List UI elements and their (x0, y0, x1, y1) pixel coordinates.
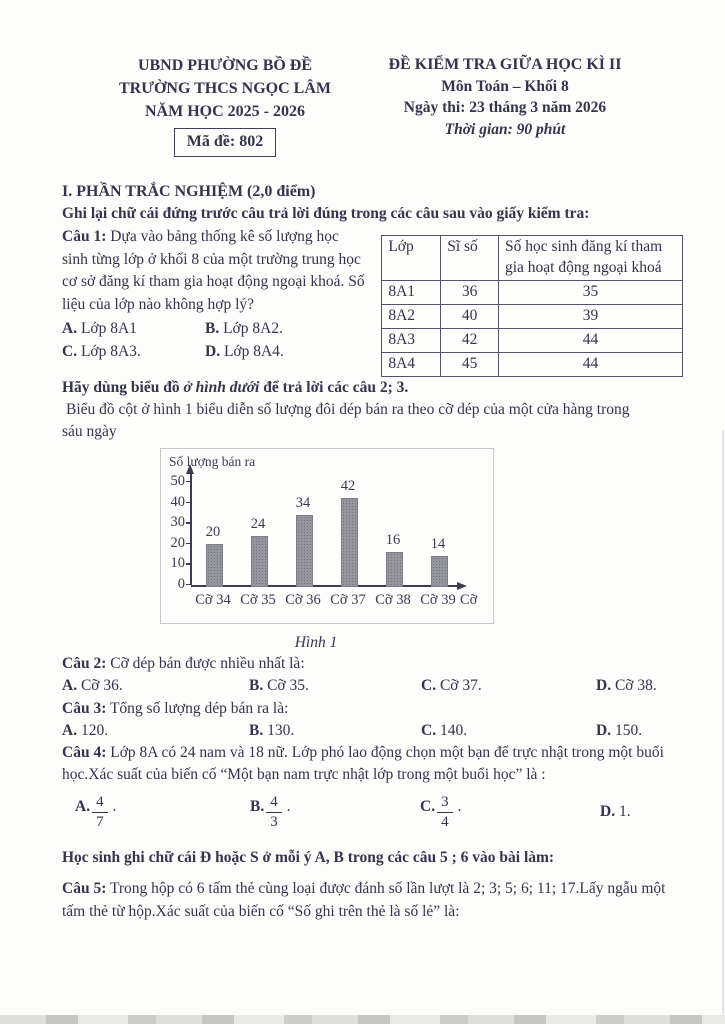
option-d: D. 150. (596, 721, 643, 739)
chart-instruction: Hãy dùng biểu đồ ở hình dưới để trả lời các câu 2; 3. (62, 379, 409, 396)
question-2-options (62, 675, 683, 698)
exam-date: Ngày thi: 23 tháng 3 năm 2026 (403, 99, 607, 116)
chart-bar (206, 544, 223, 587)
x-category-label: Cỡ 34 (195, 592, 231, 608)
option-d: D. Cỡ 38. (596, 677, 657, 694)
question-1 (62, 226, 368, 377)
question-3 (62, 698, 683, 720)
y-tick-label: 30 (170, 514, 185, 531)
bar-value-label: 24 (250, 515, 266, 532)
question-3-label: Câu 3: (62, 699, 107, 717)
option-b: B. 130. (249, 721, 295, 739)
header-school-name: TRƯỜNG THCS NGỌC LÂM (118, 80, 331, 97)
question-5-label: Câu 5: (62, 880, 107, 897)
y-tick-label: 0 (177, 576, 185, 592)
exam-duration: Thời gian: 90 phút (444, 120, 566, 138)
option-b: B. $\frac{4}{3}$ . (250, 794, 291, 830)
question-1-options (62, 318, 368, 363)
x-category-label: Cỡ 37 (330, 592, 366, 608)
section-1-title: I. PHẦN TRẮC NGHIỆM (2,0 điểm) (62, 183, 316, 200)
y-tick-label: 40 (170, 493, 185, 510)
x-category-label: Cỡ 35 (240, 592, 276, 608)
question-1-text (62, 228, 365, 313)
section-1-instruction: Ghi lại chữ cái đứng trước câu trả lời đúng trong các câu sau vào giấy kiểm tra: (62, 205, 590, 222)
col-header-registered: Số học sinh đăng kí tham gia hoạt động ngoại khoá (498, 236, 682, 281)
option-a: A. 120. (62, 721, 109, 739)
chart-y-axis-label: Số lượng bán ra (169, 454, 256, 469)
chart-description-line2: sáu ngày (62, 423, 117, 440)
fraction: $\frac{3}{4}$ (437, 794, 453, 829)
scan-bottom-artifact (0, 1015, 725, 1024)
table-header-row (382, 236, 683, 281)
question-2 (62, 653, 683, 675)
option-a: A. Lớp 8A1 (62, 320, 137, 337)
question-4-label: Câu 4: (62, 744, 107, 761)
option-d: D. 1. (600, 803, 631, 820)
chart-bar (431, 556, 448, 587)
option-c: C. Lớp 8A3. (62, 342, 141, 360)
bar-value-label: 42 (340, 478, 356, 495)
fraction: $\frac{4}{7}$ (92, 794, 108, 829)
option-a: A. Cỡ 36. (62, 677, 123, 694)
table-row: 8A4 45 44 (382, 353, 683, 377)
question-1-row (62, 226, 683, 377)
x-category-label: Cỡ 39 (420, 592, 456, 608)
y-tick-label: 10 (170, 555, 185, 572)
table-row: 8A2 40 39 (382, 305, 683, 329)
y-axis-arrow-icon (186, 464, 194, 474)
question-4-options (62, 787, 683, 837)
statistics-table-wrap (381, 235, 683, 377)
exam-header (0, 0, 725, 157)
bar-chart-canvas (161, 449, 493, 623)
col-header-size: Sĩ số (441, 236, 499, 281)
y-tick-label: 20 (170, 534, 185, 551)
exam-body (0, 181, 725, 923)
question-2-body: Cỡ dép bán được nhiều nhất là: (106, 655, 305, 672)
x-axis-line (191, 585, 461, 587)
question-3-body: Tổng số lượng dép bán ra là: (106, 699, 289, 717)
table-row: 8A1 36 35 (382, 281, 683, 305)
option-b: B. Lớp 8A2. (205, 320, 283, 337)
bar-value-label: 20 (205, 523, 221, 540)
y-axis-line (190, 473, 192, 585)
question-1-body: Dựa vào bảng thống kê số lượng học sinh từng lớp ở khối 8 của một trường trung học cơ sở đăng kí tham gia hoạt động ngoại khoá. Số liệu của lớp nào không hợp lý? (62, 228, 365, 313)
exam-code-box: Mã đề: 802 (174, 128, 276, 157)
bar-chart-figure (160, 448, 494, 624)
chart-bar (386, 552, 403, 587)
option-b: B. Cỡ 35. (249, 677, 309, 694)
scan-edge-artifact (722, 430, 724, 1015)
bar-value-label: 16 (385, 532, 401, 549)
col-header-class: Lớp (382, 236, 441, 281)
figure-caption: Hình 1 (294, 634, 338, 651)
question-1-label: Câu 1: (62, 228, 107, 245)
chart-bar (341, 498, 358, 587)
true-false-instruction: Học sinh ghi chữ cái Đ hoặc S ở mỗi ý A, B trong các câu 5 ; 6 vào bài làm: (62, 849, 555, 866)
table-row: 8A3 42 44 (382, 329, 683, 353)
fraction: $\frac{4}{3}$ (266, 794, 282, 829)
question-2-label: Câu 2: (62, 655, 107, 672)
question-4-body: Lớp 8A có 24 nam và 18 nữ. Lớp phó lao động chọn một bạn để trực nhật trong một buổi học.Xác suất của biến cố “Một bạn nam trực nhật lớp trong một buổi học” là : (62, 744, 664, 783)
question-3-options (62, 720, 683, 743)
header-school-year: NĂM HỌC 2025 - 2026 (145, 103, 305, 120)
question-4 (62, 742, 683, 786)
bar-value-label: 14 (430, 536, 446, 553)
y-tick-label: 50 (170, 473, 185, 489)
exam-subject: Môn Toán – Khối 8 (441, 77, 569, 95)
option-c: C. 140. (421, 721, 468, 739)
option-c: C. Cỡ 37. (421, 677, 482, 694)
chart-description-line1: Biểu đồ cột ở hình 1 biểu diễn số lượng đôi dép bán ra theo cỡ dép của một cửa hàng trong (66, 401, 630, 418)
x-category-label: Cỡ 38 (375, 592, 411, 608)
statistics-table (381, 235, 683, 377)
x-category-label: Cỡ 36 (285, 592, 321, 608)
question-5 (62, 878, 683, 923)
bar-value-label: 34 (295, 494, 311, 511)
header-exam-block (366, 54, 644, 157)
exam-title: ĐỀ KIỂM TRA GIỮA HỌC KÌ II (388, 56, 622, 73)
option-d: D. Lớp 8A4. (205, 342, 284, 360)
header-school-block (60, 54, 390, 157)
x-axis-label: Cỡ (460, 592, 478, 608)
option-c: C. $\frac{3}{4}$ . (420, 794, 462, 830)
chart-bar (296, 515, 313, 587)
header-authority: UBND PHƯỜNG BỒ ĐỀ (137, 57, 313, 74)
x-axis-arrow-icon (457, 582, 467, 590)
option-a: A. $\frac{4}{7}$ . (75, 794, 117, 830)
chart-bar (251, 536, 268, 587)
question-5-body: Trong hộp có 6 tấm thẻ cùng loại được đánh số lần lượt là 2; 3; 5; 6; 11; 17.Lấy ngẫu một tấm thẻ từ hộp.Xác suất của biến cố “Số ghi trên thẻ là số lẻ” là: (62, 880, 666, 920)
